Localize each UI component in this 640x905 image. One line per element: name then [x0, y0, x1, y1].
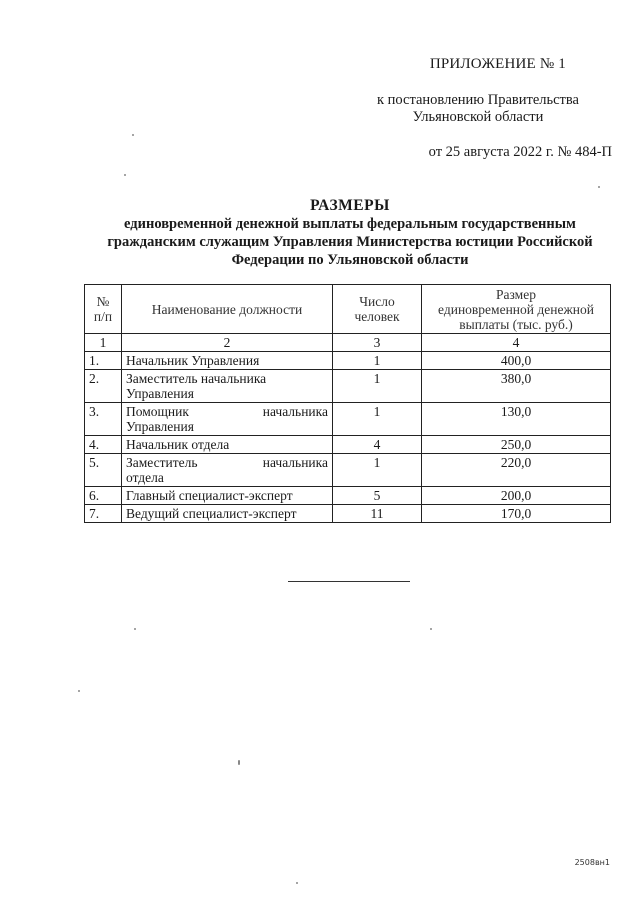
- appendix-label: ПРИЛОЖЕНИЕ № 1: [429, 56, 566, 72]
- column-index: 4: [422, 334, 611, 352]
- header-count-line-2: человек: [354, 309, 400, 324]
- row-position: Начальник Управления: [122, 352, 333, 370]
- column-index-row: [85, 334, 611, 352]
- end-of-document-line: [288, 581, 410, 582]
- scan-speck: [296, 882, 298, 884]
- row-amount: 400,0: [422, 352, 611, 370]
- header-amount-line-3: выплаты (тыс. руб.): [459, 316, 573, 332]
- scan-speck: [78, 690, 80, 692]
- row-position-line-1: Заместитель начальника: [126, 371, 267, 386]
- row-position: [122, 454, 333, 487]
- row-count: 4: [333, 436, 422, 454]
- row-number: 7.: [85, 505, 122, 523]
- table-row: [85, 505, 611, 523]
- table-row: [85, 487, 611, 505]
- table-row: [85, 352, 611, 370]
- row-position: [122, 370, 333, 403]
- row-position: Ведущий специалист-эксперт: [122, 505, 333, 523]
- row-position-word: Заместитель: [126, 455, 198, 470]
- header-amount-line-2: единовременной денежной: [438, 301, 594, 317]
- row-position-line-1: [126, 455, 328, 470]
- resolution-reference: [348, 92, 608, 126]
- row-count: 11: [333, 505, 422, 523]
- header-count: [333, 285, 422, 334]
- table-header-row: [85, 285, 611, 334]
- row-position: Главный специалист-эксперт: [122, 487, 333, 505]
- table-row: [85, 370, 611, 403]
- header-amount-line-1: Размер: [496, 286, 536, 302]
- row-position: [122, 403, 333, 436]
- row-position-line-2: Управления: [126, 419, 194, 434]
- scan-speck: [134, 628, 136, 630]
- table-row: [85, 454, 611, 487]
- row-amount: 200,0: [422, 487, 611, 505]
- row-amount: 220,0: [422, 454, 611, 487]
- row-position-line-2: Управления: [126, 386, 194, 401]
- document-title: [86, 196, 614, 269]
- row-count: 1: [333, 454, 422, 487]
- header-number: [85, 285, 122, 334]
- row-position-word: начальника: [262, 404, 328, 419]
- scan-speck: [430, 628, 432, 630]
- table-row: [85, 436, 611, 454]
- resolution-date: от 25 августа 2022 г. № 484-П: [428, 144, 612, 160]
- scan-speck: [598, 186, 600, 188]
- column-index: 1: [85, 334, 122, 352]
- row-number: 6.: [85, 487, 122, 505]
- reference-line-1: к постановлению Правительства: [377, 92, 579, 108]
- row-number: 5.: [85, 454, 122, 487]
- header-position: Наименование должности: [122, 285, 333, 334]
- row-number: 3.: [85, 403, 122, 436]
- header-count-line-1: Число: [359, 294, 395, 309]
- header-number-line-1: №: [96, 294, 110, 309]
- row-amount: 130,0: [422, 403, 611, 436]
- payout-table: [84, 284, 611, 523]
- row-count: 5: [333, 487, 422, 505]
- header-amount: [422, 285, 611, 334]
- title-line-1: единовременной денежной выплаты федеральным государственным: [124, 216, 576, 232]
- footer-document-code: 2508вн1: [574, 858, 610, 867]
- row-amount: 170,0: [422, 505, 611, 523]
- row-count: 1: [333, 403, 422, 436]
- scan-speck: [132, 134, 134, 136]
- row-count: 1: [333, 352, 422, 370]
- title-line-3: Федерации по Ульяновской области: [231, 252, 469, 268]
- column-index: 2: [122, 334, 333, 352]
- row-count: 1: [333, 370, 422, 403]
- row-position-line-1: [126, 404, 328, 419]
- row-number: 2.: [85, 370, 122, 403]
- table-row: [85, 403, 611, 436]
- title-main: РАЗМЕРЫ: [310, 197, 390, 214]
- row-number: 1.: [85, 352, 122, 370]
- title-line-2: гражданским служащим Управления Министерства юстиции Российской: [107, 234, 593, 250]
- scan-speck: [238, 760, 240, 765]
- scan-speck: [124, 174, 126, 176]
- row-amount: 380,0: [422, 370, 611, 403]
- row-position: Начальник отдела: [122, 436, 333, 454]
- reference-line-2: Ульяновской области: [412, 109, 544, 125]
- row-position-word: начальника: [262, 455, 328, 470]
- header-number-line-2: п/п: [93, 309, 113, 324]
- column-index: 3: [333, 334, 422, 352]
- row-amount: 250,0: [422, 436, 611, 454]
- row-position-word: Помощник: [126, 404, 189, 419]
- row-position-line-2: отдела: [126, 470, 164, 485]
- row-number: 4.: [85, 436, 122, 454]
